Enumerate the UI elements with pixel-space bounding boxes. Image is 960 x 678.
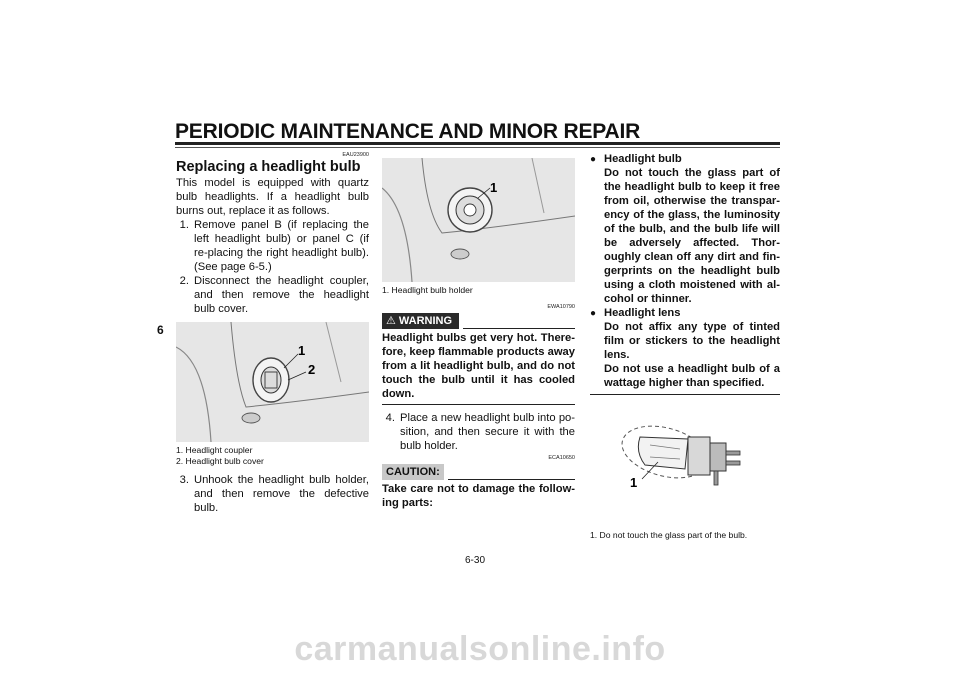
step-item (176, 218, 369, 274)
bulb-figure (590, 407, 780, 527)
headlight-coupler-figure (176, 322, 369, 442)
bulb-holder-illustration (382, 158, 575, 282)
warning-triangle-icon: ⚠ (386, 315, 396, 327)
step-text: Unhook the headlight bulb holder, and then remove the defective bulb. (194, 474, 369, 514)
column-3 (590, 152, 780, 541)
figure-caption: 1. Do not touch the glass part of the bulb. (590, 530, 748, 540)
halogen-bulb-illustration (590, 407, 780, 527)
step-item (176, 473, 369, 515)
warning-rule (463, 328, 575, 329)
step-number: 1. (179, 219, 189, 231)
watermark: carmanualsonline.info (294, 630, 666, 668)
caution-header (382, 464, 575, 480)
intro-paragraph: This model is equipped with quartz bulb headlights. If a headlight bulb burns out, replace it as follows. (176, 177, 369, 217)
step-text: Place a new headlight bulb into po-sition, and then secure it with the bulb holder. (400, 412, 575, 452)
bullet-heading: Headlight lens (604, 307, 681, 319)
step-item (176, 274, 369, 316)
warning-header (382, 313, 575, 329)
step-number: 3. (179, 474, 189, 486)
bullet-text: Do not affix any type of tinted film or stickers to the headlight lens. (604, 321, 780, 361)
caption-line: 1. Headlight coupler (176, 445, 253, 455)
bullet-dot-icon: ● (590, 154, 597, 165)
figure-caption: 1. Headlight bulb holder (382, 285, 473, 295)
warning-label: WARNING (398, 315, 453, 327)
column-2 (382, 152, 575, 510)
warning-badge (382, 313, 459, 329)
steps-list (176, 218, 369, 316)
warning-text: Headlight bulbs get very hot. There-fore, keep flammable products away from a lit headlight bulb, and do not touch the bulb until it has cooled down. (382, 332, 575, 400)
column-1 (176, 152, 369, 515)
figure-label-1: 1 (490, 180, 498, 195)
caution-rule (448, 479, 575, 480)
warning-end-rule (382, 404, 575, 405)
step-text: Disconnect the headlight coupler, and then remove the headlight bulb cover. (194, 275, 369, 315)
section-code: EAU23900 (342, 152, 369, 158)
caption-line: 2. Headlight bulb cover (176, 456, 264, 466)
bulb-holder-figure (382, 158, 575, 282)
page-number: 6-30 (465, 555, 486, 566)
header-rule (175, 142, 780, 145)
headlight-coupler-illustration (176, 322, 369, 442)
caution-badge: CAUTION: (382, 464, 444, 480)
figure-label-2: 2 (308, 362, 316, 377)
figure-label-1: 1 (630, 475, 638, 490)
step-item (382, 411, 575, 453)
page-header-title: PERIODIC MAINTENANCE AND MINOR REPAIR (175, 120, 641, 143)
bullet-dot-icon: ● (590, 308, 597, 319)
chapter-tab: 6 (157, 323, 164, 337)
caution-end-rule (590, 394, 780, 395)
bullet-item (590, 306, 780, 390)
warning-code: EWA10790 (547, 304, 575, 310)
header-rule-thin (175, 147, 780, 148)
step-text: Remove panel B (if replacing the left headlight bulb) or panel C (if re-placing the right headlight bulb). (See page 6-5.) (194, 219, 369, 273)
step-number: 2. (179, 275, 189, 287)
caution-text: Take care not to damage the follow-ing parts: (382, 483, 575, 509)
caution-code: ECA10650 (548, 455, 575, 461)
bullet-item (590, 152, 780, 306)
bullet-text: Do not touch the glass part of the headlight bulb to keep it free from oil, otherwise the transpar-ency of the glass, the luminosity of the bulb, and the bulb life will be adversely affected. Thor-oughly clean off any dirt and fin-gerprints on the headlight bulb using a cloth moistened with al-cohol or thinner. (604, 167, 780, 305)
step-number: 4. (385, 412, 395, 424)
bullet-heading: Headlight bulb (604, 153, 682, 165)
figure-caption (176, 445, 369, 467)
section-title: Replacing a headlight bulb (176, 159, 361, 175)
figure-label-1: 1 (298, 343, 306, 358)
bullet-text: Do not use a headlight bulb of a wattage higher than specified. (604, 363, 780, 389)
